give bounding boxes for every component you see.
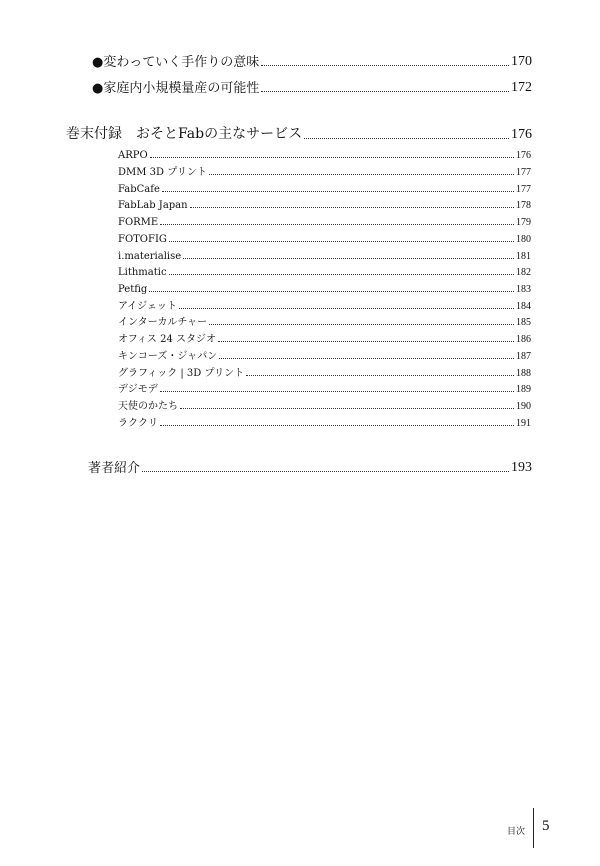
toc-subentry-page: 181 <box>516 251 531 262</box>
toc-entry-home-production <box>92 78 532 96</box>
toc-subentry-label: FabCafe <box>118 184 160 195</box>
toc-subentry-label: Lithmatic <box>118 267 167 278</box>
toc-subentry <box>118 148 531 161</box>
toc-entry-label: ●変わっていく手作りの意味 <box>92 55 260 70</box>
dot-leader <box>246 375 514 376</box>
toc-subentry-page: 187 <box>516 351 531 362</box>
toc-subentry-label: FORME <box>118 217 159 228</box>
toc-subentry-label: Petfig <box>118 284 148 295</box>
toc-subentry-page: 177 <box>516 184 531 195</box>
toc-entry-author <box>88 458 532 476</box>
toc-subentry-page: 182 <box>516 267 531 278</box>
toc-subentry-page: 189 <box>516 384 531 395</box>
toc-appendix-heading <box>66 125 532 143</box>
toc-subentry <box>118 349 531 362</box>
toc-subentry-label: FabLab Japan <box>118 200 188 211</box>
toc-subentry <box>118 165 531 178</box>
toc-subentry <box>118 182 531 195</box>
toc-subentry-label: インターカルチャー <box>118 317 208 328</box>
dot-leader <box>160 224 514 225</box>
toc-subentry <box>118 282 531 295</box>
toc-entry-label: ●家庭内小規模量産の可能性 <box>92 81 260 96</box>
toc-entry-handmade-meaning <box>92 52 532 70</box>
dot-leader <box>209 324 514 325</box>
dot-leader <box>190 207 514 208</box>
toc-subentry <box>118 249 531 262</box>
toc-subentry-page: 176 <box>516 150 531 161</box>
toc-subentry <box>118 198 531 211</box>
dot-leader <box>209 174 514 175</box>
toc-subentry-page: 188 <box>516 368 531 379</box>
toc-entry-label: 巻末付録 おそとFabの主なサービス <box>66 126 303 142</box>
dot-leader <box>180 408 514 409</box>
toc-subentry-label: グラフィック | 3D プリント <box>118 368 245 379</box>
toc-subentry <box>118 299 531 312</box>
toc-subentry-label: FOTOFIG <box>118 234 167 245</box>
toc-entry-page: 172 <box>511 80 532 95</box>
toc-subentry-label: 天使のかたち <box>118 401 178 412</box>
dot-leader <box>162 191 514 192</box>
dot-leader <box>150 157 514 158</box>
dot-leader <box>169 241 514 242</box>
toc-subentry <box>118 382 531 395</box>
dot-leader <box>261 65 509 66</box>
footer-section-label: 目次 <box>507 827 526 837</box>
dot-leader <box>183 258 514 259</box>
toc-subentry-page: 180 <box>516 234 531 245</box>
toc-subentry-page: 186 <box>516 334 531 345</box>
toc-entry-page: 176 <box>511 127 532 142</box>
dot-leader <box>149 291 514 292</box>
toc-entry-page: 193 <box>511 460 532 475</box>
toc-subentry <box>118 232 531 245</box>
footer-divider <box>533 808 534 848</box>
toc-subentry-page: 184 <box>516 301 531 312</box>
toc-subentry-page: 190 <box>516 401 531 412</box>
toc-subentry <box>118 366 531 379</box>
toc-subentry-label: オフィス 24 スタジオ <box>118 334 216 345</box>
toc-subentry-page: 185 <box>516 317 531 328</box>
toc-subentry-page: 177 <box>516 167 531 178</box>
toc-subentry <box>118 215 531 228</box>
toc-subentry-label: i.materialise <box>118 251 182 262</box>
toc-subentry-page: 179 <box>516 217 531 228</box>
footer-page-number: 5 <box>542 818 550 834</box>
dot-leader <box>219 358 514 359</box>
toc-entry-label: 著者紹介 <box>88 461 141 476</box>
dot-leader <box>218 341 514 342</box>
toc-subentry-label: DMM 3D プリント <box>118 167 207 178</box>
dot-leader <box>304 138 509 139</box>
dot-leader <box>169 274 514 275</box>
dot-leader <box>160 425 514 426</box>
toc-subentry-page: 183 <box>516 284 531 295</box>
dot-leader <box>142 471 509 472</box>
toc-subentry-label: キンコーズ・ジャパン <box>118 351 218 362</box>
toc-entry-page: 170 <box>511 54 532 69</box>
dot-leader <box>179 308 514 309</box>
toc-subentry-page: 191 <box>516 418 531 429</box>
dot-leader <box>261 91 509 92</box>
toc-subentry <box>118 332 531 345</box>
dot-leader <box>160 391 514 392</box>
toc-subentry <box>118 315 531 328</box>
toc-subentry-label: ラククリ <box>118 418 158 429</box>
toc-subentry <box>118 416 531 429</box>
toc-subentry-label: ARPO <box>118 150 148 161</box>
toc-subentry-label: デジモデ <box>118 384 158 395</box>
toc-subentry-page: 178 <box>516 200 531 211</box>
toc-subentry <box>118 265 531 278</box>
toc-subentry-label: アイジェット <box>118 301 177 312</box>
toc-subentry <box>118 399 531 412</box>
